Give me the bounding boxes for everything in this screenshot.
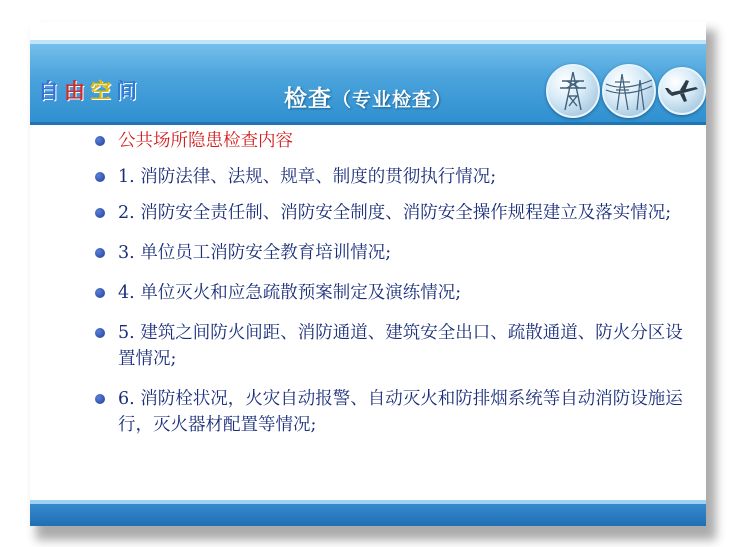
list-item (94, 280, 694, 306)
list-item-text: 公共场所隐患检查内容 (118, 131, 293, 151)
airplane-icon (658, 67, 706, 115)
bullet-icon (95, 248, 105, 258)
footer-bar (30, 500, 706, 526)
bullet-icon (95, 136, 105, 146)
list-item-heading (94, 128, 694, 154)
header-bar (30, 40, 706, 124)
power-lines-icon (602, 64, 656, 118)
list-item-text: 6. 消防栓状况，火灾自动报警、自动灭火和防排烟系统等自动消防设施运行，灭火器材配置等情况; (118, 389, 683, 435)
list-item-text: 5. 建筑之间防火间距、消防通道、建筑安全出口、疏散通道、防火分区设置情况; (118, 323, 683, 369)
list-item-text: 2. 消防安全责任制、消防安全制度、消防安全操作规程建立及落实情况; (118, 203, 672, 223)
logo-char-3: 空 (90, 79, 112, 103)
bullet-icon (95, 288, 105, 298)
slide (30, 22, 706, 526)
bullet-icon (95, 208, 105, 218)
bullet-icon (95, 394, 105, 404)
list-item (94, 240, 694, 266)
power-tower-icon (546, 64, 600, 118)
list-item-text: 4. 单位灭火和应急疏散预案制定及演练情况; (118, 283, 462, 303)
logo-char-1: 自 (38, 79, 60, 103)
logo-char-2: 由 (64, 79, 86, 103)
list-item (94, 386, 694, 438)
list-item-text: 3. 单位员工消防安全教育培训情况; (118, 243, 392, 263)
bullet-icon (95, 328, 105, 338)
list-item (94, 320, 694, 372)
list-item (94, 200, 694, 226)
bullet-icon (95, 172, 105, 182)
logo-char-4: 间 (116, 79, 138, 103)
list-item (94, 164, 694, 190)
title-main: 检查 (283, 86, 332, 112)
header-divider (30, 122, 706, 125)
list-item-text: 1. 消防法律、法规、规章、制度的贯彻执行情况; (118, 167, 497, 187)
title-subtitle: （专业检查） (331, 89, 452, 111)
content-list (94, 128, 694, 438)
